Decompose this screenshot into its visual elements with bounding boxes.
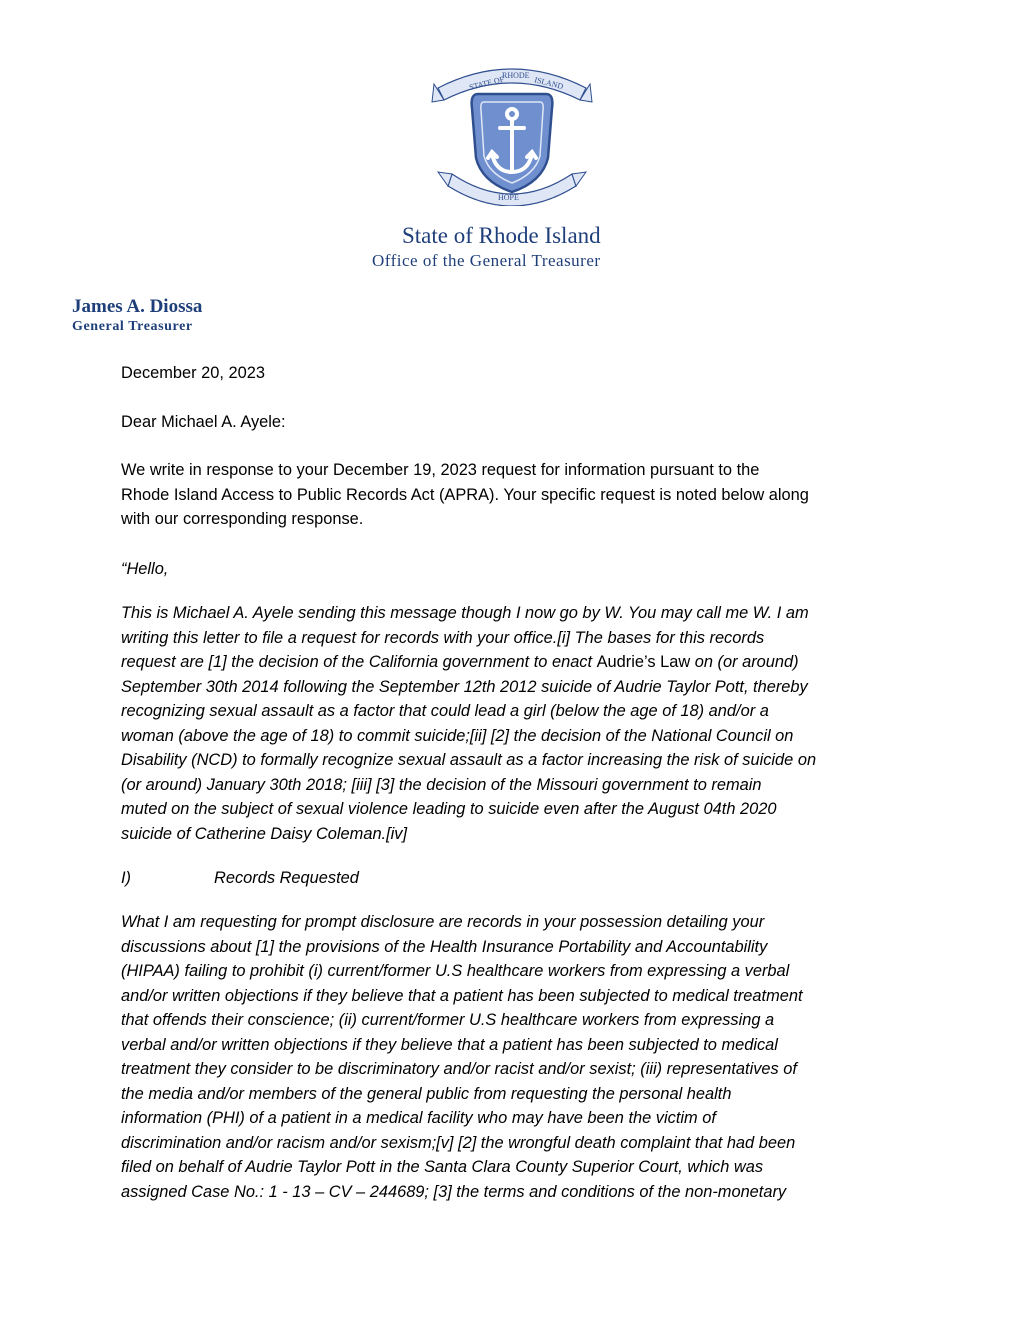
paragraph-line: woman (above the age of 18) to commit suicide;[ii] [2] the decision of the National Council on	[121, 726, 794, 745]
official-block	[72, 296, 202, 335]
intro-line: We write in response to your December 19, 2023 request for information pursuant to the	[121, 461, 760, 479]
state-seal-logo	[430, 58, 594, 206]
paragraph-line: verbal and/or written objections if they believe that a patient has been subjected to medical	[121, 1035, 778, 1054]
paragraph-line: recognizing sexual assault as a factor that could lead a girl (below the age of 18) and/or a	[121, 702, 769, 720]
paragraph-line: writing this letter to file a request for records with your office.[i] The bases for this records	[121, 628, 765, 647]
request-paragraph-1	[121, 601, 911, 846]
svg-text:ISLAND: ISLAND	[533, 75, 565, 92]
paragraph-line: information (PHI) of a patient in a medical facility who may have been the victim of	[121, 1109, 716, 1127]
quote-greeting: “Hello,	[121, 560, 169, 578]
svg-text:STATE OF: STATE OF	[468, 74, 506, 92]
law-name: Audrie’s Law	[596, 653, 691, 671]
paragraph-line: filed on behalf of Audrie Taylor Pott in the Santa Clara County Superior Court, which was	[121, 1158, 764, 1176]
paragraph-line-segment: on (or around)	[690, 653, 799, 671]
paragraph-line: treatment they consider to be discriminatory and/or racist and/or sexist; (iii) representatives of	[121, 1060, 797, 1078]
paragraph-line: that offends their conscience; (ii) current/former U.S healthcare workers from expressing a	[121, 1011, 775, 1029]
paragraph-line: (or around) January 30th 2018; [iii] [3] the decision of the Missouri government to remain	[121, 775, 762, 794]
official-name: James A. Diossa	[72, 296, 203, 317]
svg-text:HOPE: HOPE	[498, 193, 519, 202]
paragraph-line: discussions about [1] the provisions of the Health Insurance Portability and Accountability	[121, 937, 768, 956]
paragraph-line-segment: request are [1] the decision of the California government to enact	[121, 653, 597, 671]
paragraph-line: discrimination and/or racism and/or sexism;[v] [2] the wrongful death complaint that had been	[121, 1133, 796, 1152]
paragraph-line: (HIPAA) failing to prohibit (i) current/former U.S healthcare workers from expressing a verbal	[121, 962, 790, 980]
intro-line: with our corresponding response.	[121, 510, 364, 528]
paragraph-line: Disability (NCD) to formally recognize sexual assault as a factor increasing the risk of suicide on	[121, 751, 817, 769]
letter-date: December 20, 2023	[121, 364, 265, 382]
paragraph-line: assigned Case No.: 1 - 13 – CV – 244689; [3] the terms and conditions of the non-monetary	[121, 1182, 787, 1201]
paragraph-line: and/or written objections if they believe that a patient has been subjected to medical treatment	[121, 986, 803, 1005]
paragraph-line	[121, 650, 911, 675]
office-name: Office of the General Treasurer	[372, 251, 601, 270]
letter-salutation: Dear Michael A. Ayele:	[121, 413, 286, 431]
intro-paragraph	[121, 458, 911, 532]
paragraph-line: What I am requesting for prompt disclosure are records in your possession detailing your	[121, 913, 765, 931]
intro-line: Rhode Island Access to Public Records Act (APRA). Your specific request is noted below along	[121, 485, 809, 504]
request-paragraph-2	[121, 910, 911, 1204]
official-title: General Treasurer	[72, 319, 193, 334]
section-title: Records Requested	[214, 869, 359, 887]
svg-text:RHODE: RHODE	[502, 71, 530, 80]
section-number: I)	[121, 869, 132, 887]
paragraph-line: September 30th 2014 following the September 12th 2012 suicide of Audrie Taylor Pott, thereby	[121, 677, 808, 696]
section-heading	[121, 866, 359, 891]
state-name: State of Rhode Island	[402, 223, 601, 248]
paragraph-line: suicide of Catherine Daisy Coleman.[iv]	[121, 824, 408, 843]
paragraph-line: muted on the subject of sexual violence leading to suicide even after the August 04th 2020	[121, 800, 777, 818]
paragraph-line: the media and/or members of the general public from requesting the personal health	[121, 1084, 732, 1103]
paragraph-line: This is Michael A. Ayele sending this message though I now go by W. You may call me W. I am	[121, 604, 809, 622]
